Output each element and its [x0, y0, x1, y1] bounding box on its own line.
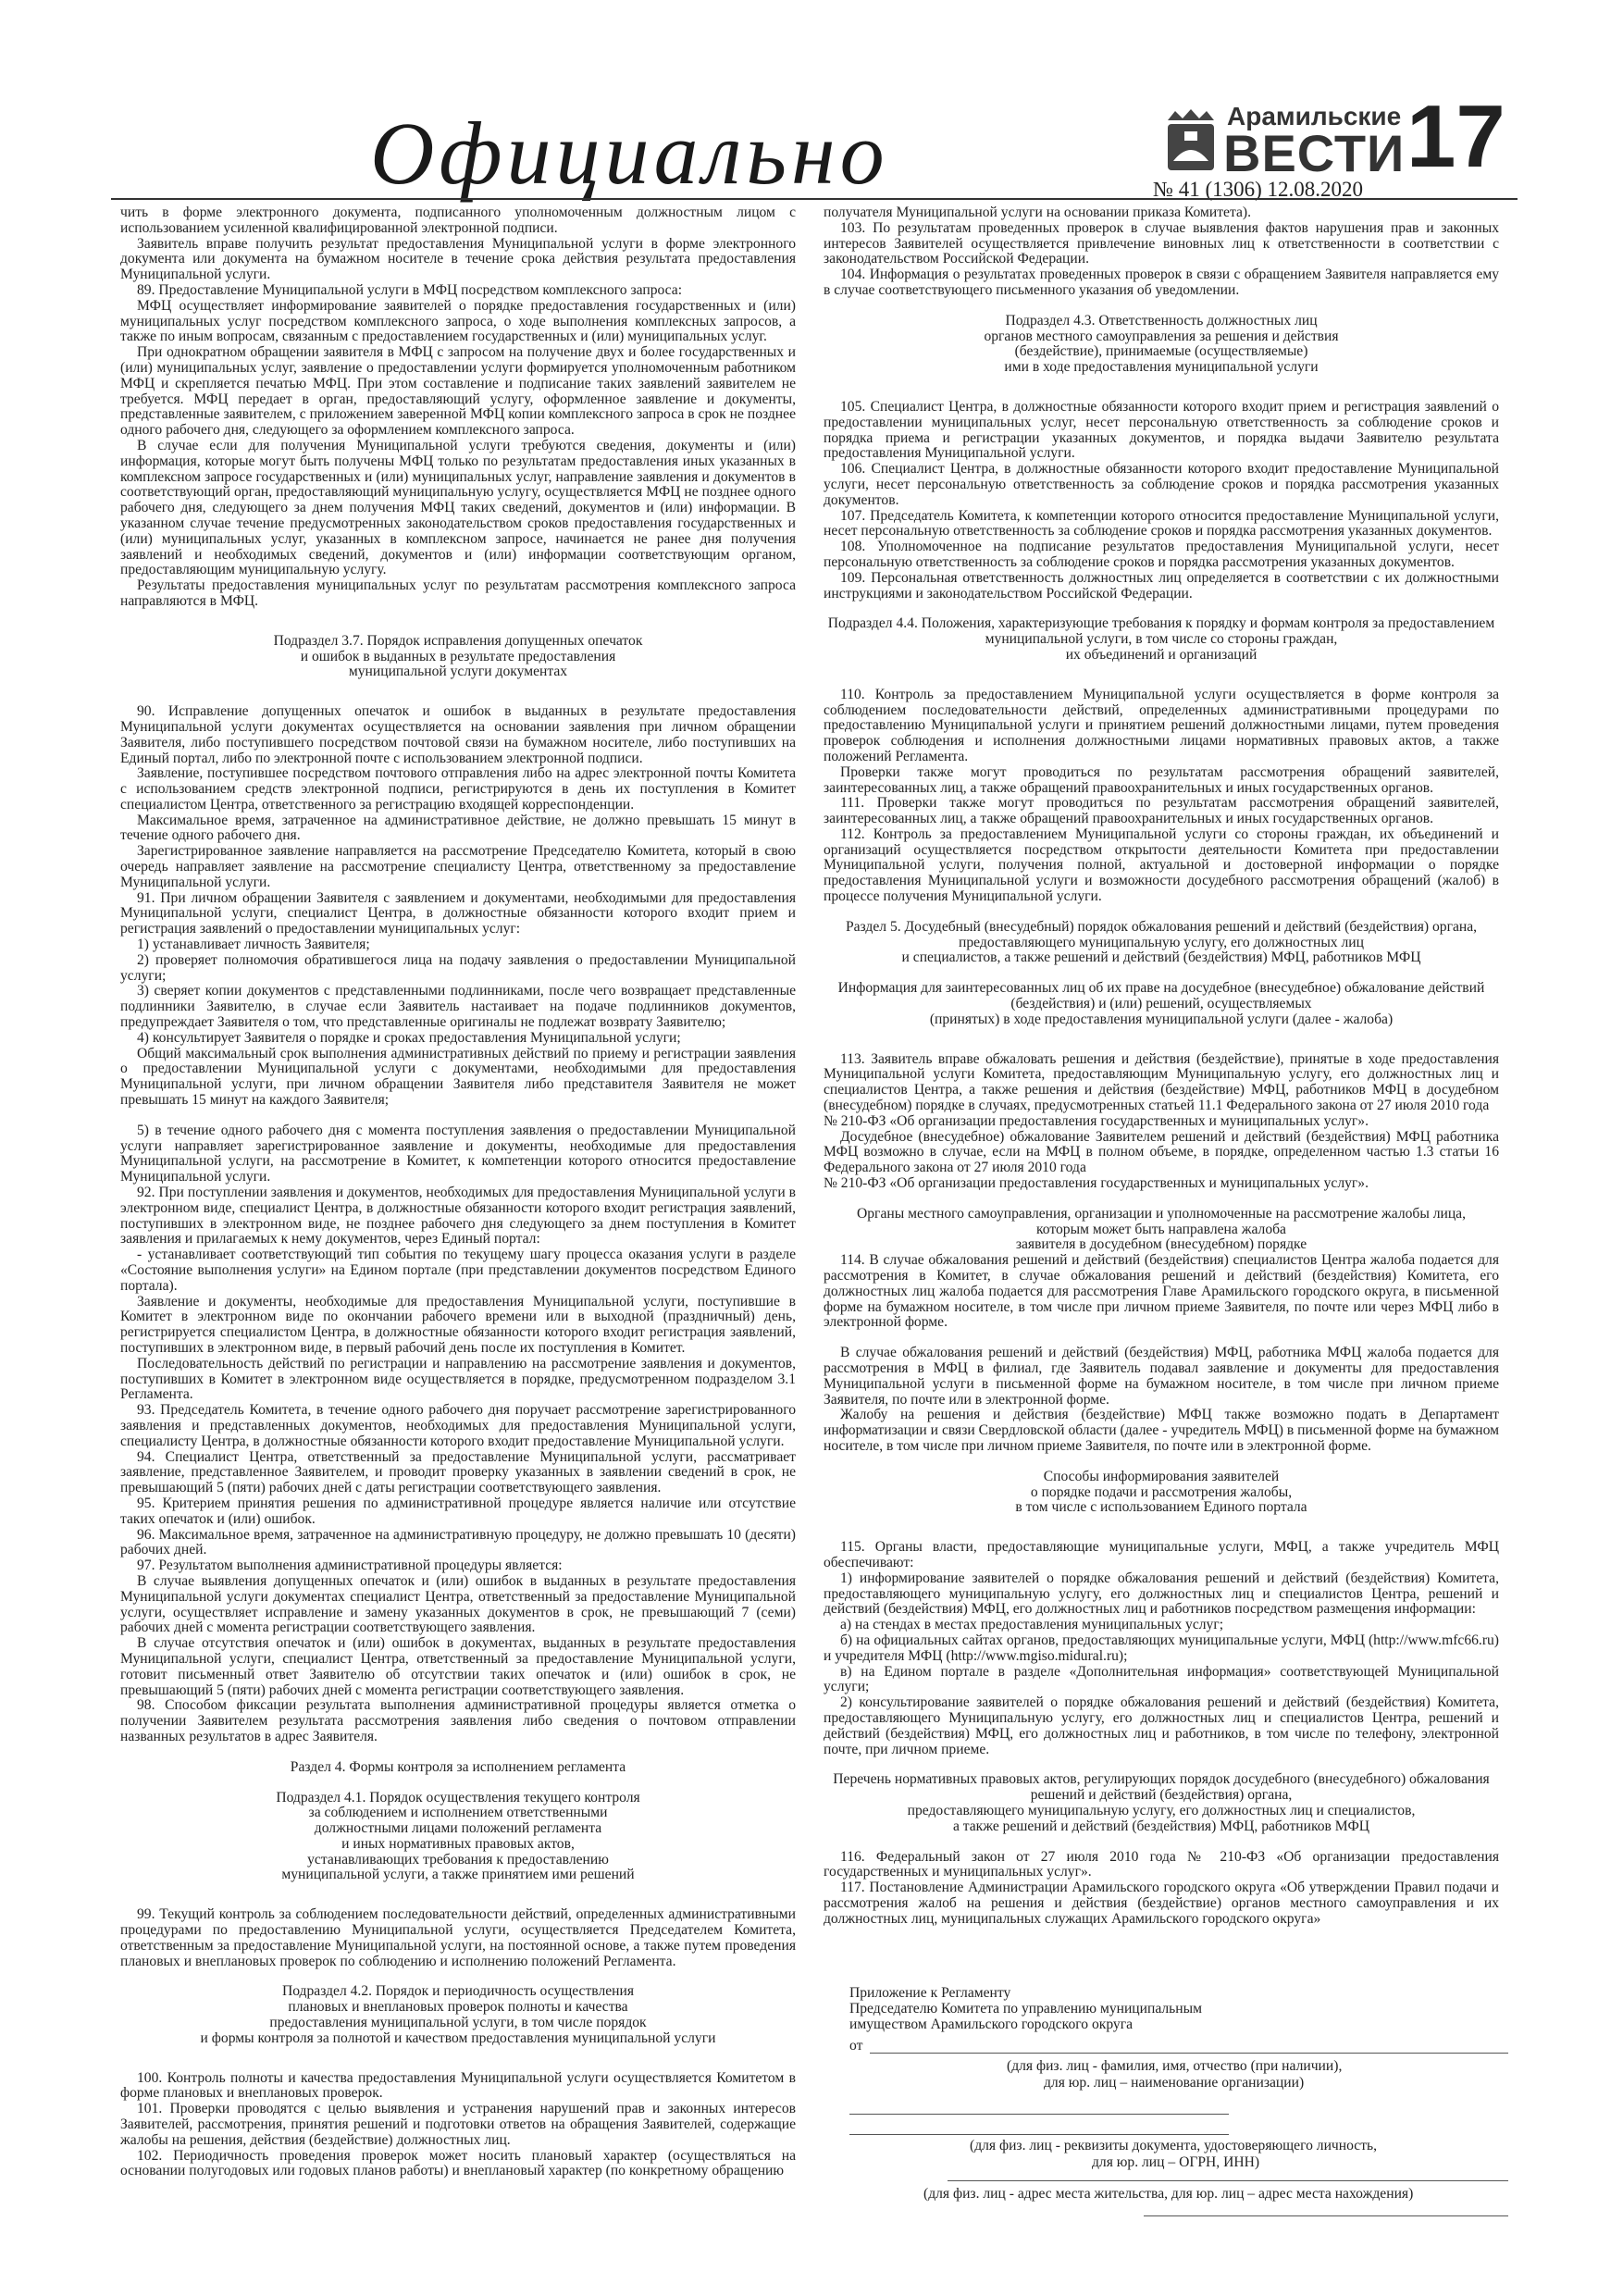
- heading-line: а также решений и действий (бездействия) МФЦ, работников МФЦ: [952, 1818, 1370, 1834]
- left-column: [120, 205, 796, 2179]
- heading-line: Органы местного самоуправления, организации и уполномоченные на рассмотрение жалобы лица,: [857, 1205, 1466, 1222]
- paragraph: 2) консультирование заявителей о порядке обжалования решений и действий (бездействия) Комитета, предоставляющего Муниципальную услугу, его должностных лиц и специалистов Центра, решений и действий (бездействия) МФЦ, его должностных лиц и работников, в том числе по телефону, электронной почте, при личном приеме.: [824, 1694, 1499, 1757]
- issue-number: № 41 (1306) 12.08.2020: [1153, 178, 1364, 201]
- paragraph: получателя Муниципальной услуги на основании приказа Комитета).: [824, 205, 1251, 220]
- heading-line: Перечень нормативных правовых актов, регулирующих порядок досудебного (внесудебного) обжалования решений и действий (бездействия) органа,: [833, 1771, 1490, 1804]
- heading-line: органов местного самоуправления за решения и действия: [984, 328, 1339, 344]
- paragraph: МФЦ осуществляет информирование заявителей о порядке предоставления государственных и (или) муниципальных услуг посредством комплексного запроса, о ходе выполнения комплексных запросов, а также по иным вопросам, связанным с предоставлением государственных и (или) муниципальных услуг.: [120, 297, 796, 345]
- paragraph: 91. При личном обращении Заявителя с заявлением и документами, необходимыми для предоставления Муниципальной услуги, специалист Центра, в должностные обязанности которого входит прием и регистрация заявлений о предоставлении муниципальных услуг:: [120, 889, 796, 937]
- spacer: [824, 1757, 1499, 1772]
- heading-line: Подраздел 4.1. Порядок осуществления текущего контроля: [276, 1789, 640, 1806]
- paragraph: 108. Уполномоченное на подписание результатов предоставления Муниципальной услуги, несет персональную ответственность за соблюдение сроков и порядка рассмотрения указанных документов.: [824, 539, 1499, 570]
- spacer: [824, 1331, 1499, 1346]
- heading-line: их объединений и организаций: [1065, 646, 1258, 663]
- heading-line: и формы контроля за полнотой и качеством предоставления муниципальной услуги: [200, 2029, 716, 2046]
- heading-line: и иных нормативных правовых актов,: [341, 1835, 575, 1852]
- paragraph: В случае выявления допущенных опечаток и (или) ошибок в выданных в результате предоставления Муниципальной услуги документах специалист Центра, ответственный за предоставление Муниципальной услуги, осуществляет исправление и замену указанных документов в срок, не превышающий 7 (семи) рабочих дней с момента регистрации соответствующего заявления.: [120, 1572, 796, 1636]
- heading-line: Подраздел 4.4. Положения, характеризующие требования к порядку и формам контроля за предоставлением муниципальной услуги, в том числе со стороны граждан,: [827, 615, 1495, 648]
- paragraph: 99. Текущий контроль за соблюдением последовательности действий, определенных административными процедурами по предоставлению Муниципальной услуги, осуществляется Председателем Комитета, ответственным за предоставление Муниципальной услуги, на постоянной основе, а также путем проведения плановых и внеплановых проверок по соблюдению и исполнению положений Регламента.: [120, 1906, 796, 1969]
- paragraph: 1) устанавливает личность Заявителя;: [137, 937, 370, 953]
- form-caption: для юр. лиц – ОГРН, ИНН): [1092, 2154, 1260, 2170]
- heading-line: (принятых) в ходе предоставления муниципальной услуги (далее - жалоба): [929, 1011, 1394, 1027]
- spacer: [120, 1776, 796, 1791]
- form-caption: (для физ. лиц - реквизиты документа, удостоверяющего личность,: [970, 2138, 1378, 2153]
- spacer: [824, 1455, 1499, 1470]
- page-header: [111, 87, 1518, 203]
- form-line: [1144, 2215, 1508, 2216]
- spacer: [120, 680, 796, 704]
- spacer: [120, 2047, 796, 2071]
- paragraph: 93. Председатель Комитета, в течение одного рабочего дня поручает рассмотрение зарегистрированного заявления и представленных документов, необходимых для предоставления Муниципальной услуги, специалисту Центра, в должностные обязанности которого входит предоставление Муниципальной услуги.: [120, 1402, 796, 1449]
- paragraph: 90. Исправление допущенных опечаток и ошибок в выданных в результате предоставления Муниципальной услуги документах осуществляется на основании заявления при личном обращении Заявителя, либо поступившего посредством почтовой связи на бумажном носителе, либо поступивших на Единый портал, либо по электронной почте с использованием электронной подписи.: [120, 703, 796, 766]
- subsection-heading: [824, 1207, 1499, 1253]
- section-title: Официально: [370, 104, 889, 203]
- paragraph: - устанавливает соответствующий тип события по текущему шагу процесса оказания услуги в разделе «Состояние выполнения услуги» на Едином портале (при представлении документов посредством Единого портала).: [120, 1247, 796, 1294]
- form-line: [849, 2134, 1229, 2135]
- heading-line: Подраздел 4.2. Порядок и периодичность осуществления: [281, 1983, 635, 2000]
- paragraph: При однократном обращении заявителя в МФЦ с запросом на получение двух и более государственных и (или) муниципальных услуг, заявление о предоставлении услуги формируется уполномоченным работником МФЦ и скрепляется печатью МФЦ. При этом составление и подписание таких заявлений заявителем не требуется. МФЦ передает в орган, предоставляющий услугу, оформленное заявление и документы, представленные заявителем, с приложением заверенной МФЦ копии комплексного запроса в срок не позднее одного рабочего дня, следующего за оформлением комплексного запроса.: [120, 344, 796, 439]
- paragraph: 102. Периодичность проведения проверок может носить плановый характер (осуществляться на основании полугодовых или годовых планов работы) и внеплановый характер (по конкретному обращению: [120, 2147, 796, 2179]
- paragraph: 96. Максимальное время, затраченное на административную процедуру, не должно превышать 10 (десяти) рабочих дней.: [120, 1526, 796, 1558]
- spacer: [120, 1883, 796, 1907]
- heading-line: Раздел 5. Досудебный (внесудебный) порядок обжалования решений и действий (бездействия) органа, предоставляющего муниципальную услугу, его должностных лиц: [845, 918, 1478, 950]
- spacer: [120, 610, 796, 634]
- heading-line: заявителя в досудебном (внесудебном) порядке: [1015, 1236, 1307, 1253]
- paragraph: Заявление, поступившее посредством почтового отправления либо на адрес электронной почты Комитета с использованием средств электронной подписи, регистрируются в день их поступления в Комитет специалистом Центра, ответственного за регистрацию входящей корреспонденции.: [120, 765, 796, 813]
- paragraph: Проверки также могут проводиться по результатам рассмотрения обращений заявителей, заинтересованных лиц, а также обращений правоохранительных и иных государственных органов.: [824, 763, 1499, 796]
- paragraph: 4) консультирует Заявителя о порядке и сроках предоставления Муниципальной услуги;: [137, 1029, 681, 1046]
- spacer: [824, 299, 1499, 314]
- paragraph: Общий максимальный срок выполнения административных действий по приему и регистрации заявления о предоставлении Муниципальной услуги с документами, необходимыми для предоставления Муниципальной услуги, при личном обращении Заявителя либо представителя Заявителя не может превышать 15 минут на каждого Заявителя;: [120, 1045, 796, 1109]
- spacer: [824, 966, 1499, 981]
- paragraph: 3) сверяет копии документов с представленными подлинниками, после чего возвращает представленные подлинники Заявителю, в случае если Заявитель настаивает на подаче подлинников документов, предупреждает Заявителя о том, что представленные оригиналы не подлежат возврату Заявителю;: [120, 983, 796, 1031]
- heading-line: должностными лицами положений регламента: [314, 1820, 602, 1837]
- paragraph: № 210-ФЗ «Об организации предоставления государственных и муниципальных услуг».: [824, 1175, 1369, 1192]
- heading-line: и ошибок в выданных в результате предоставления: [300, 648, 616, 664]
- paragraph: 1) информирование заявителей о порядке обжалования решений и действий (бездействия) Комитета, предоставляющего муниципальную услугу, его должностных лиц и специалистов Центра, решений и действий (бездействия) МФЦ, его должностных лиц и работников посредством размещения информации:: [824, 1570, 1499, 1618]
- appendix: [849, 1986, 1516, 2032]
- appendix-addressee: Председателю Комитета по управлению муниципальным: [849, 2000, 1202, 2017]
- heading-line: ими в ходе предоставления муниципальной услуги: [1004, 359, 1319, 376]
- paragraph: 116. Федеральный закон от 27 июля 2010 года № 210-ФЗ «Об организации предоставления государственных и муниципальных услуг».: [824, 1848, 1499, 1880]
- spacer: [824, 905, 1499, 920]
- appendix-title: Приложение к Регламенту: [849, 1985, 1011, 2001]
- spacer: [120, 1969, 796, 1984]
- paragraph: 106. Специалист Центра, в должностные обязанности которого входит предоставление Муниципальной услуги, несет персональную ответственность за соблюдение сроков и порядка рассмотрения указанных документов.: [824, 461, 1499, 508]
- heading-line: за соблюдением и исполнением ответственными: [308, 1805, 608, 1821]
- spacer: [824, 664, 1499, 688]
- paragraph: 110. Контроль за предоставлением Муниципальной услуги осуществляется в форме контроля за соблюдением последовательности действий, определенных административными процедурами по предоставлению Муниципальной услуги и принятием решений должностными лицами, путем проведения проверок соблюдения и исполнения должностными лицами нормативных правовых актов, а также положений Регламента.: [824, 686, 1499, 764]
- heading-line: о порядке подачи и рассмотрения жалобы,: [1030, 1483, 1293, 1500]
- paragraph: Досудебное (внесудебное) обжалование Заявителем решений и действий (бездействия) МФЦ работника МФЦ возможно в случае, если на МФЦ в полном объеме, в порядке, определенном частью 1.3 статьи 16 Федерального закона от 27 июля 2010 года: [824, 1128, 1499, 1176]
- spacer: [824, 1192, 1499, 1207]
- paragraph: 97. Результатом выполнения административной процедуры является:: [137, 1558, 563, 1574]
- subsection-heading: [824, 616, 1499, 663]
- spacer: [824, 1028, 1499, 1052]
- paragraph: а) на стендах в местах предоставления муниципальных услуг;: [840, 1617, 1224, 1633]
- paragraph: 115. Органы власти, предоставляющие муниципальные услуги, МФЦ, а также учредитель МФЦ обеспечивают:: [824, 1539, 1499, 1570]
- paragraph: 105. Специалист Центра, в должностные обязанности которого входит прием и регистрация заявлений о предоставлении муниципальных услуг, несет персональную ответственность за соблюдение сроков и порядка приема и регистрации указанных документов, и порядка выдачи Заявителю результата предоставления Муниципальной услуги.: [824, 398, 1499, 462]
- form-line: [870, 2053, 1508, 2054]
- heading-line: и специалистов, а также решений и действий (бездействия) МФЦ, работников МФЦ: [901, 949, 1421, 966]
- paragraph: 5) в течение одного рабочего дня с момента поступления заявления о предоставлении Муниципальной услуги направляет зарегистрированное заявление и документы, необходимые для предоставления Муниципальной услуги, на рассмотрение в Комитет, к компетенции которого относится предоставление Муниципальной услуги.: [120, 1122, 796, 1185]
- spacer: [120, 1109, 796, 1123]
- paragraph: 92. При поступлении заявления и документов, необходимых для предоставления Муниципальной услуги в электронном виде, специалист Центра, в должностные обязанности которого входит регистрация заявлений, поступивших в электронном виде, не позднее рабочего дня следующего за днем поступления в Комитет заявления и прилагаемых к нему документов, через Единый портал:: [120, 1185, 796, 1247]
- paragraph: б) на официальных сайтах органов, предоставляющих муниципальные услуги, МФЦ (http://www.mfc66.ru) и учредителя МФЦ (http://www.mgiso.midural.ru);: [824, 1632, 1499, 1664]
- form-line: [849, 2114, 1229, 2115]
- paragraph: 103. По результатам проведенных проверок в случае выявления фактов нарушения прав и законных интересов Заявителей осуществляется привлечение виновных лиц к ответственности в соответствии с законодательством Российской Федерации.: [824, 219, 1499, 267]
- heading-line: Подраздел 4.3. Ответственность должностных лиц: [1005, 312, 1318, 329]
- paragraph: В случае обжалования решений и действий (бездействия) МФЦ, работника МФЦ жалоба подается для рассмотрения в МФЦ в филиал, где Заявитель подавал заявление и документы для предоставления Муниципальной услуги в письменной форме на бумажном носителе, в том числе при личном приеме Заявителя, по почте или в электронной форме.: [824, 1345, 1499, 1408]
- paragraph: 101. Проверки проводятся с целью выявления и устранения нарушений прав и законных интересов Заявителей, рассмотрения, принятия решений и подготовки ответов на обращения Заявителей, содержащие жалобы на решения, действия (бездействие) должностных лиц.: [120, 2101, 796, 2148]
- paragraph: 109. Персональная ответственность должностных лиц определяется в соответствии с их должностными инструкциями и законодательством Российской Федерации.: [824, 569, 1499, 602]
- paragraph: Заявление и документы, необходимые для предоставления Муниципальной услуги, поступившие в Комитет в электронном виде по окончании рабочего времени или в выходной (праздничный) день, регистрируется специалистом Центра, в должностные обязанности которого входит регистрация заявлений, поступивших в электронном виде, в первый рабочий день после их поступления в Комитет.: [120, 1293, 796, 1356]
- appendix-from-label: от: [849, 2038, 863, 2054]
- right-column: [824, 205, 1499, 1928]
- paragraph: 107. Председатель Комитета, к компетенции которого относится предоставление Муниципальной услуги, несет персональную ответственность за соблюдение сроков и порядка рассмотрения указанных документов.: [824, 507, 1499, 540]
- heading-line: предоставляющего муниципальную услугу, его должностных лиц и специалистов,: [907, 1802, 1416, 1818]
- spacer: [824, 376, 1499, 400]
- heading-line: муниципальной услуги, а также принятием ими решений: [281, 1867, 635, 1883]
- paragraph: Зарегистрированное заявление направляется на рассмотрение Председателю Комитета, который в свою очередь направляет заявление на рассмотрение специалисту Центра, ответственному за предоставление Муниципальной услуги.: [120, 843, 796, 890]
- paragraph: 94. Специалист Центра, ответственный за предоставление Муниципальной услуги, рассматривает заявление, представленное Заявителем, и проводит проверку указанных в заявлении сведений в срок, не превышающий 5 (пяти) рабочих дней с даты регистрации соответствующего заявления.: [120, 1448, 796, 1496]
- spacer: [824, 602, 1499, 616]
- paragraph: В случае отсутствия опечаток и (или) ошибок в документах, выданных в результате предоставления Муниципальной услуги, специалист Центра, ответственный за предоставление Муниципальной услуги, готовит письменный ответ Заявителю об отсутствии таких опечаток и (или) ошибок в срок, не превышающий 5 (пяти) рабочих дней с момента регистрации соответствующего заявления.: [120, 1635, 796, 1698]
- subsection-heading: [824, 1772, 1499, 1834]
- heading-line: Информация для заинтересованных лиц об их праве на досудебное (внесудебное) обжалование действий (бездействия) и (или) решений, осуществляемых: [837, 980, 1485, 1012]
- subsection-heading: [824, 920, 1499, 966]
- form-line: [948, 2180, 1508, 2181]
- heading-line: Способы информирования заявителей: [1043, 1468, 1280, 1484]
- subsection-heading: [824, 314, 1499, 376]
- paragraph: 111. Проверки также могут проводиться по результатам рассмотрения обращений заявителей, заинтересованных лиц, а также обращений правоохранительных и иных государственных органов.: [824, 795, 1499, 827]
- paragraph: Жалобу на решения и действия (бездействие) МФЦ также возможно подать в Департамент информатизации и связи Свердловской области (далее - учредитель МФЦ) в письменной форме на бумажном носителе, в том числе при личном приеме Заявителя, по почте или в электронной форме.: [824, 1407, 1499, 1454]
- spacer: [120, 1745, 796, 1760]
- paragraph: 98. Способом фиксации результата выполнения административной процедуры является отметка о получении Заявителем результата рассмотрения заявления либо сведения о почтовом отправлении названных результатов в адрес Заявителя.: [120, 1697, 796, 1744]
- paragraph: в) на Едином портале в разделе «Дополнительная информация» соответствующей Муниципальной услуги;: [824, 1663, 1499, 1695]
- paragraph: 113. Заявитель вправе обжаловать решения и действия (бездействие), принятые в ходе предоставления Муниципальной услуги Комитета, предоставляющим Муниципальную услугу, его должностных лиц и специалистов Центра, а также решения и действия (бездействие) МФЦ, работников МФЦ в досудебном (внесудебном) порядке в случаях, предусмотренных статьей 11.1 Федерального закона от 27 июля 2010 года: [824, 1050, 1499, 1114]
- paragraph: 114. В случае обжалования решений и действий (бездействия) специалистов Центра жалоба подается для рассмотрения в Комитет, в случае обжалования решений и действий (бездействия) Комитета, его должностных лиц жалоба подается для рассмотрения Главе Арамильского городского округа, в письменной форме на бумажном носителе, в том числе при личном приеме Заявителя, по почте или через МФЦ либо в электронной форме.: [824, 1252, 1499, 1331]
- paragraph: Заявитель вправе получить результат предоставления Муниципальной услуги в форме электронного документа или документа на бумажном носителе в течение срока действия результата предоставления Муниципальной услуги.: [120, 235, 796, 283]
- heading-line: муниципальной услуги документах: [348, 664, 568, 680]
- heading-line: которым может быть направлена жалоба: [1036, 1221, 1286, 1237]
- subsection-heading: [824, 1470, 1499, 1516]
- paragraph: 100. Контроль полноты и качества предоставления Муниципальной услуги осуществляется Комитетом в форме плановых и внеплановых проверок.: [120, 2069, 796, 2102]
- heading-line: Раздел 4. Формы контроля за исполнением регламента: [290, 1758, 626, 1775]
- city-crest-icon: [1162, 107, 1220, 174]
- paragraph: 117. Постановление Администрации Арамильского городского округа «Об утверждении Правил подачи и рассмотрения жалоб на решения и действия (бездействие) органов местного самоуправления и их должностных лиц, муниципальных служащих Арамильского городского округа»: [824, 1880, 1499, 1927]
- subsection-heading: [120, 1760, 796, 1776]
- paragraph: Последовательность действий по регистрации и направлению на рассмотрение заявления и документов, поступивших в Комитет в электронном виде осуществляется в порядке, предусмотренном подразделом 3.1 Регламента.: [120, 1355, 796, 1403]
- spacer: [824, 1516, 1499, 1540]
- form-caption: для юр. лиц – наименование организации): [1044, 2075, 1305, 2091]
- subsection-heading: [120, 634, 796, 680]
- newspaper-name: ВЕСТИ: [1223, 124, 1406, 182]
- paragraph: 112. Контроль за предоставлением Муниципальной услуги со стороны граждан, их объединений и организаций осуществляется посредством открытости деятельности Комитета при предоставлении Муниципальной услуги, получения полной, актуальной и достоверной информации о порядке предоставления Муниципальной услуги и возможности досудебного рассмотрения обращений (жалоб) в процессе получения Муниципальной услуги.: [824, 825, 1499, 905]
- form-caption: (для физ. лиц - фамилия, имя, отчество (при наличии),: [1007, 2058, 1343, 2074]
- appendix-addressee-org: имуществом Арамильского городского округа: [849, 2016, 1134, 2032]
- heading-line: в том числе с использованием Единого портала: [1015, 1499, 1307, 1516]
- heading-line: предоставления муниципальной услуги, в том числе порядок: [269, 2015, 647, 2031]
- paragraph: 104. Информация о результатах проведенных проверок в связи с обращением Заявителя направляется ему в случае соответствующего письменного указания об уведомлении.: [824, 267, 1499, 298]
- spacer: [824, 1835, 1499, 1850]
- newspaper-city: Арамильские: [1227, 102, 1402, 130]
- paragraph: 2) проверяет полномочия обратившегося лица на подачу заявления о предоставлении Муниципальной услуги;: [120, 951, 796, 984]
- form-caption: (для физ. лиц - адрес места жительства, для юр. лиц – адрес места нахождения): [923, 2186, 1414, 2202]
- subsection-heading: [120, 1984, 796, 2046]
- heading-line: Подраздел 3.7. Порядок исправления допущенных опечаток: [273, 632, 643, 649]
- paragraph: 95. Критерием принятия решения по административной процедуре является наличие или отсутствие таких опечаток и (или) ошибок.: [120, 1495, 796, 1527]
- paragraph: № 210-ФЗ «Об организации предоставления государственных и муниципальных услуг».: [824, 1112, 1369, 1129]
- paragraph: Результаты предоставления муниципальных услуг по результатам рассмотрения комплексного запроса направляются в МФЦ.: [120, 577, 796, 609]
- header-rule: [111, 198, 1518, 200]
- heading-line: (бездействие), принимаемые (осуществляемые): [1014, 343, 1308, 360]
- paragraph: В случае если для получения Муниципальной услуги требуются сведения, документы и (или) информация, которые могут быть получены МФЦ только по результатам предоставления иных указанных в комплексном запросе государственных и (или) муниципальных услуг, направление заявления и документов в соответствующий орган, предоставляющий муниципальную услугу, осуществляется МФЦ не позднее одного рабочего дня, следующего за днем получения МФЦ таких сведений, документов и (или) информации. В указанном случае течение предусмотренных законодательством сроков предоставления государственных и (или) муниципальных услуг, указанных в комплексном запросе, начинается не ранее дня получения заявлений и необходимых сведений, документов и (или) информации соответствующим органом, предоставляющим муниципальную услугу.: [120, 437, 796, 578]
- heading-line: устанавливающих требования к предоставлению: [307, 1851, 609, 1868]
- heading-line: плановых и внеплановых проверок полноты и качества: [288, 1999, 628, 2016]
- subsection-heading: [120, 1791, 796, 1884]
- paragraph: 89. Предоставление Муниципальной услуги в МФЦ посредством комплексного запроса:: [137, 281, 683, 298]
- page-number: 17: [1406, 87, 1505, 186]
- paragraph: чить в форме электронного документа, подписанного уполномоченным должностным лицом с использованием усиленной квалифицированной электронной подписи.: [120, 205, 796, 236]
- subsection-heading: [824, 981, 1499, 1027]
- paragraph: Максимальное время, затраченное на административное действие, не должно превышать 15 минут в течение одного рабочего дня.: [120, 812, 796, 844]
